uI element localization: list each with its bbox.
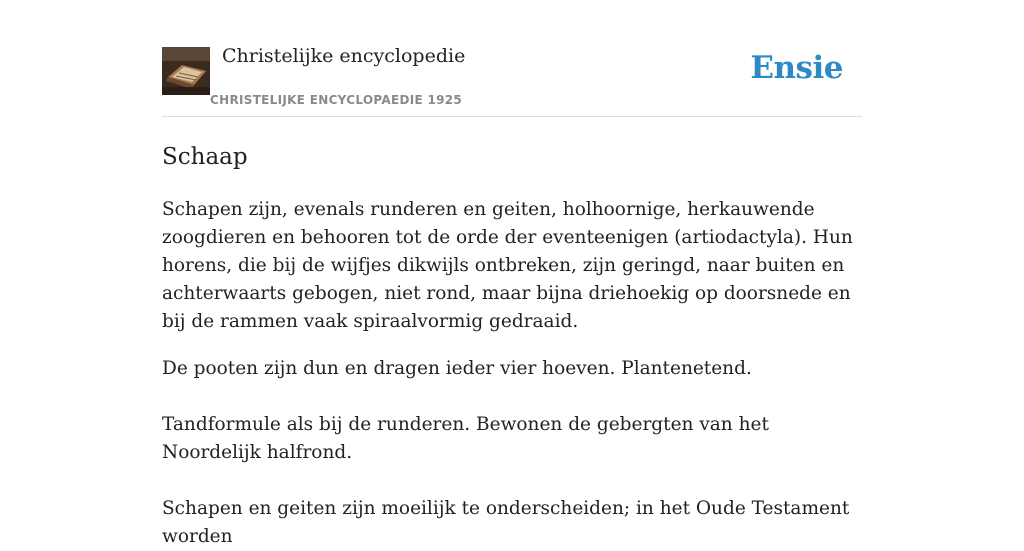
- encyclopedia-avatar[interactable]: [162, 47, 210, 95]
- brand-logo[interactable]: Ensie: [750, 50, 843, 86]
- article-container: [162, 0, 862, 551]
- article-title: Schaap: [162, 144, 248, 170]
- article-paragraph: Tandformule als bij de runderen. Bewonen de gebergten van het Noordelijk halfrond.: [162, 414, 769, 463]
- article-paragraph: Schapen en geiten zijn moeilijk te onderscheiden; in het Oude Testament worden: [162, 498, 850, 547]
- site-title[interactable]: Christelijke encyclopedie: [222, 45, 466, 67]
- article-paragraph: De pooten zijn dun en dragen ieder vier hoeven. Plantenetend.: [162, 358, 752, 379]
- site-header: [162, 0, 862, 117]
- book-photo-icon: [162, 47, 210, 95]
- article-paragraph: Schapen zijn, evenals runderen en geiten, holhoornige, herkauwende zoogdieren en behooren tot de orde der eventeenigen (artiodactyla). Hun horens, die bij de wijfjes dikwijls ontbreken, zijn geringd, naar buiten en achterwaarts gebogen, niet rond, maar bijna driehoekig op doorsnede en bij de rammen vaak spiraalvormig gedraaid.: [162, 199, 853, 332]
- site-subtitle: CHRISTELIJKE ENCYCLOPAEDIE 1925: [210, 93, 463, 107]
